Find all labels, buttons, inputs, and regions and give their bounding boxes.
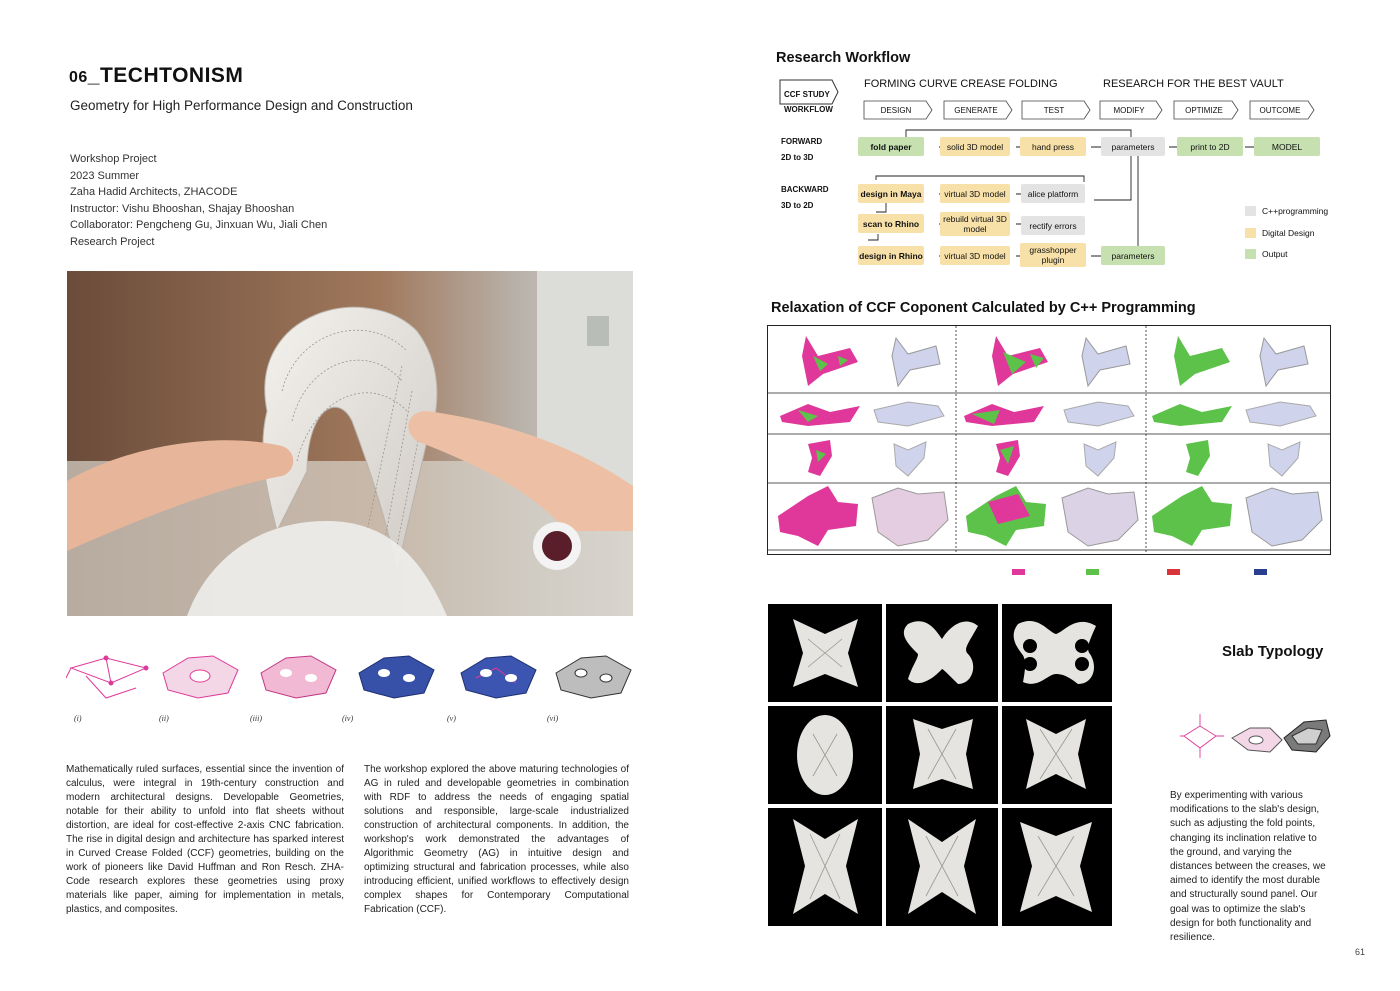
box-scan-rhino: scan to Rhino	[858, 214, 924, 233]
box-virtual-model-1: virtual 3D model	[940, 184, 1010, 203]
diagram-vi	[556, 656, 631, 698]
diagram-label: (v)	[447, 714, 456, 723]
folding-model-photo	[67, 271, 633, 616]
forward-label	[781, 134, 822, 166]
relaxation-figures	[768, 326, 1330, 554]
info-line: Instructor: Vishu Bhooshan, Shajay Bhooshan	[70, 202, 295, 215]
page-title	[69, 64, 243, 88]
relaxation-legend	[1012, 564, 1332, 574]
diagram-ii	[163, 656, 238, 698]
box-print-2d: print to 2D	[1177, 137, 1243, 156]
backward-label-line: BACKWARD	[781, 185, 829, 194]
project-number: 06	[69, 69, 88, 86]
study-label-line: CCF STUDY	[784, 90, 830, 99]
slab-diagram-strip	[1180, 714, 1332, 760]
box-alice-platform: alice platform	[1021, 184, 1085, 203]
relaxation-legend-swatches	[1012, 567, 1332, 577]
legend-label: C++programming	[1262, 206, 1329, 216]
legend-swatch-magenta	[1012, 569, 1025, 575]
box-model: MODEL	[1254, 137, 1320, 156]
box-design-rhino: design in Rhino	[858, 246, 924, 265]
backward-label	[781, 182, 829, 214]
slab-description: By experimenting with various modifications to the slab's design, such as adjusting the fold points, changing its inclination relative to the ground, and varying the distances between the creases, we aimed to identify the most durable and structurally sound panel. Our goal was to optimize the slab's design for both functionality and resilience.	[1170, 790, 1326, 944]
diagram-strip	[66, 648, 636, 708]
page-subtitle: Geometry for High Performance Design and Construction	[70, 98, 413, 113]
legend-label: Output	[1262, 249, 1288, 259]
info-line: 2023 Summer	[70, 169, 140, 182]
slab-diagrams	[1180, 714, 1332, 765]
diagram-label: (iv)	[342, 714, 354, 723]
slab-diagram-solid	[1284, 720, 1330, 752]
diagram-v	[461, 656, 536, 698]
step-generate: GENERATE	[954, 105, 998, 115]
project-title: _TECHTONISM	[87, 64, 244, 87]
slab-typology-title: Slab Typology	[1222, 643, 1324, 660]
slab-diagram-lines	[1180, 714, 1224, 758]
relaxation-row-3	[808, 440, 1300, 476]
box-design-maya: design in Maya	[858, 184, 924, 203]
slab-photo-grid	[768, 604, 1112, 931]
page-number: 61	[1355, 947, 1366, 957]
box-rebuild: rebuild virtual 3D model	[940, 212, 1010, 236]
box-solid-model: solid 3D model	[940, 137, 1010, 156]
backward-label-line: 3D to 2D	[781, 201, 814, 210]
legend-digital	[1245, 228, 1314, 238]
body-paragraph-right: The workshop explored the above maturing technologies of AG in ruled and developable geometries in combination with RDF to address the needs of engaging spatial solutions and responsible, large-scale industrialized construction of architectural components. In addition, the workshop's work demonstrated the advantages of Algorithmic Geometry (AG) in intuitive design and optimizing structural and fabrication processes, while also introducing efficient, unified workflows to effectively design complex shapes for Contemporary Computational Fabrication (CCF).	[364, 764, 629, 915]
box-hand-press: hand press	[1020, 137, 1086, 156]
study-label	[784, 87, 833, 117]
body-paragraph-left: Mathematically ruled surfaces, essential since the invention of calculus, were integral in 19th-century construction and modern architectural designs. Developable Geometries, notable for their ability to unfold into flat sheets without distortion, are ideal for cost-effective 2-axis CNC fabrication. The rise in digital design and architecture has sparked interest in Curved Crease Folded (CCF) geometries, building on the work of pioneers like David Huffman and Ron Resch. ZHA-Code research explores these geometries using proxy materials like paper, aiming for implementation in metals, plastics, and composites.	[66, 764, 344, 915]
forward-label-line: FORWARD	[781, 137, 823, 146]
box-parameters: parameters	[1101, 137, 1165, 156]
info-line: Zaha Hadid Architects, ZHACODE	[70, 186, 238, 199]
step-outcome: OUTCOME	[1259, 105, 1301, 115]
diagram-label: (vi)	[547, 714, 559, 723]
diagram-i	[66, 656, 148, 698]
section-research: RESEARCH FOR THE BEST VAULT	[1103, 78, 1284, 90]
info-line: Collaborator: Pengcheng Gu, Jinxuan Wu, Jiali Chen	[70, 219, 328, 232]
legend-swatch	[1245, 206, 1256, 216]
box-grasshopper: grasshopper plugin	[1020, 243, 1086, 267]
relaxation-row-4	[778, 486, 1322, 546]
box-fold-paper: fold paper	[858, 137, 924, 156]
step-optimize: OPTIMIZE	[1185, 105, 1223, 115]
relaxation-row-2	[780, 402, 1316, 426]
diagram-label: (ii)	[159, 714, 169, 723]
info-line: Research Project	[70, 235, 155, 248]
legend-cpp	[1245, 206, 1328, 216]
workflow-diagram	[776, 70, 1366, 270]
step-modify: MODIFY	[1113, 105, 1145, 115]
forward-label-line: 2D to 3D	[781, 153, 814, 162]
slab-diagram-mesh	[1232, 728, 1282, 752]
diagram-iii	[261, 656, 336, 698]
diagram-label: (iii)	[250, 714, 262, 723]
workflow-connectors	[776, 70, 1366, 270]
project-info	[70, 151, 327, 251]
photo-illustration	[67, 271, 633, 616]
info-line: Workshop Project	[70, 153, 157, 165]
relaxation-row-1	[802, 336, 1308, 386]
legend-swatch-green	[1086, 569, 1099, 575]
diagram-iv	[359, 656, 434, 698]
step-test: TEST	[1043, 105, 1065, 115]
section-forming: FORMING CURVE CREASE FOLDING	[864, 78, 1058, 90]
box-virtual-model-2: virtual 3D model	[940, 246, 1010, 265]
diagram-label: (i)	[74, 714, 82, 723]
slab-photos	[768, 604, 1112, 926]
relaxation-grid	[767, 325, 1331, 555]
legend-swatch	[1245, 228, 1256, 238]
legend-swatch	[1245, 249, 1256, 259]
geometry-diagrams	[66, 648, 636, 728]
legend-swatch-red	[1167, 569, 1180, 575]
workflow-title: Research Workflow	[776, 50, 911, 66]
step-design: DESIGN	[880, 105, 912, 115]
box-rectify-errors: rectify errors	[1021, 216, 1085, 235]
box-parameters-2: parameters	[1101, 246, 1165, 265]
legend-label: Digital Design	[1262, 228, 1315, 238]
legend-swatch-navy	[1254, 569, 1267, 575]
study-label-line: WORKFLOW	[784, 105, 833, 114]
relaxation-title: Relaxation of CCF Coponent Calculated by C++ Programming	[771, 300, 1196, 316]
legend-output	[1245, 249, 1288, 259]
